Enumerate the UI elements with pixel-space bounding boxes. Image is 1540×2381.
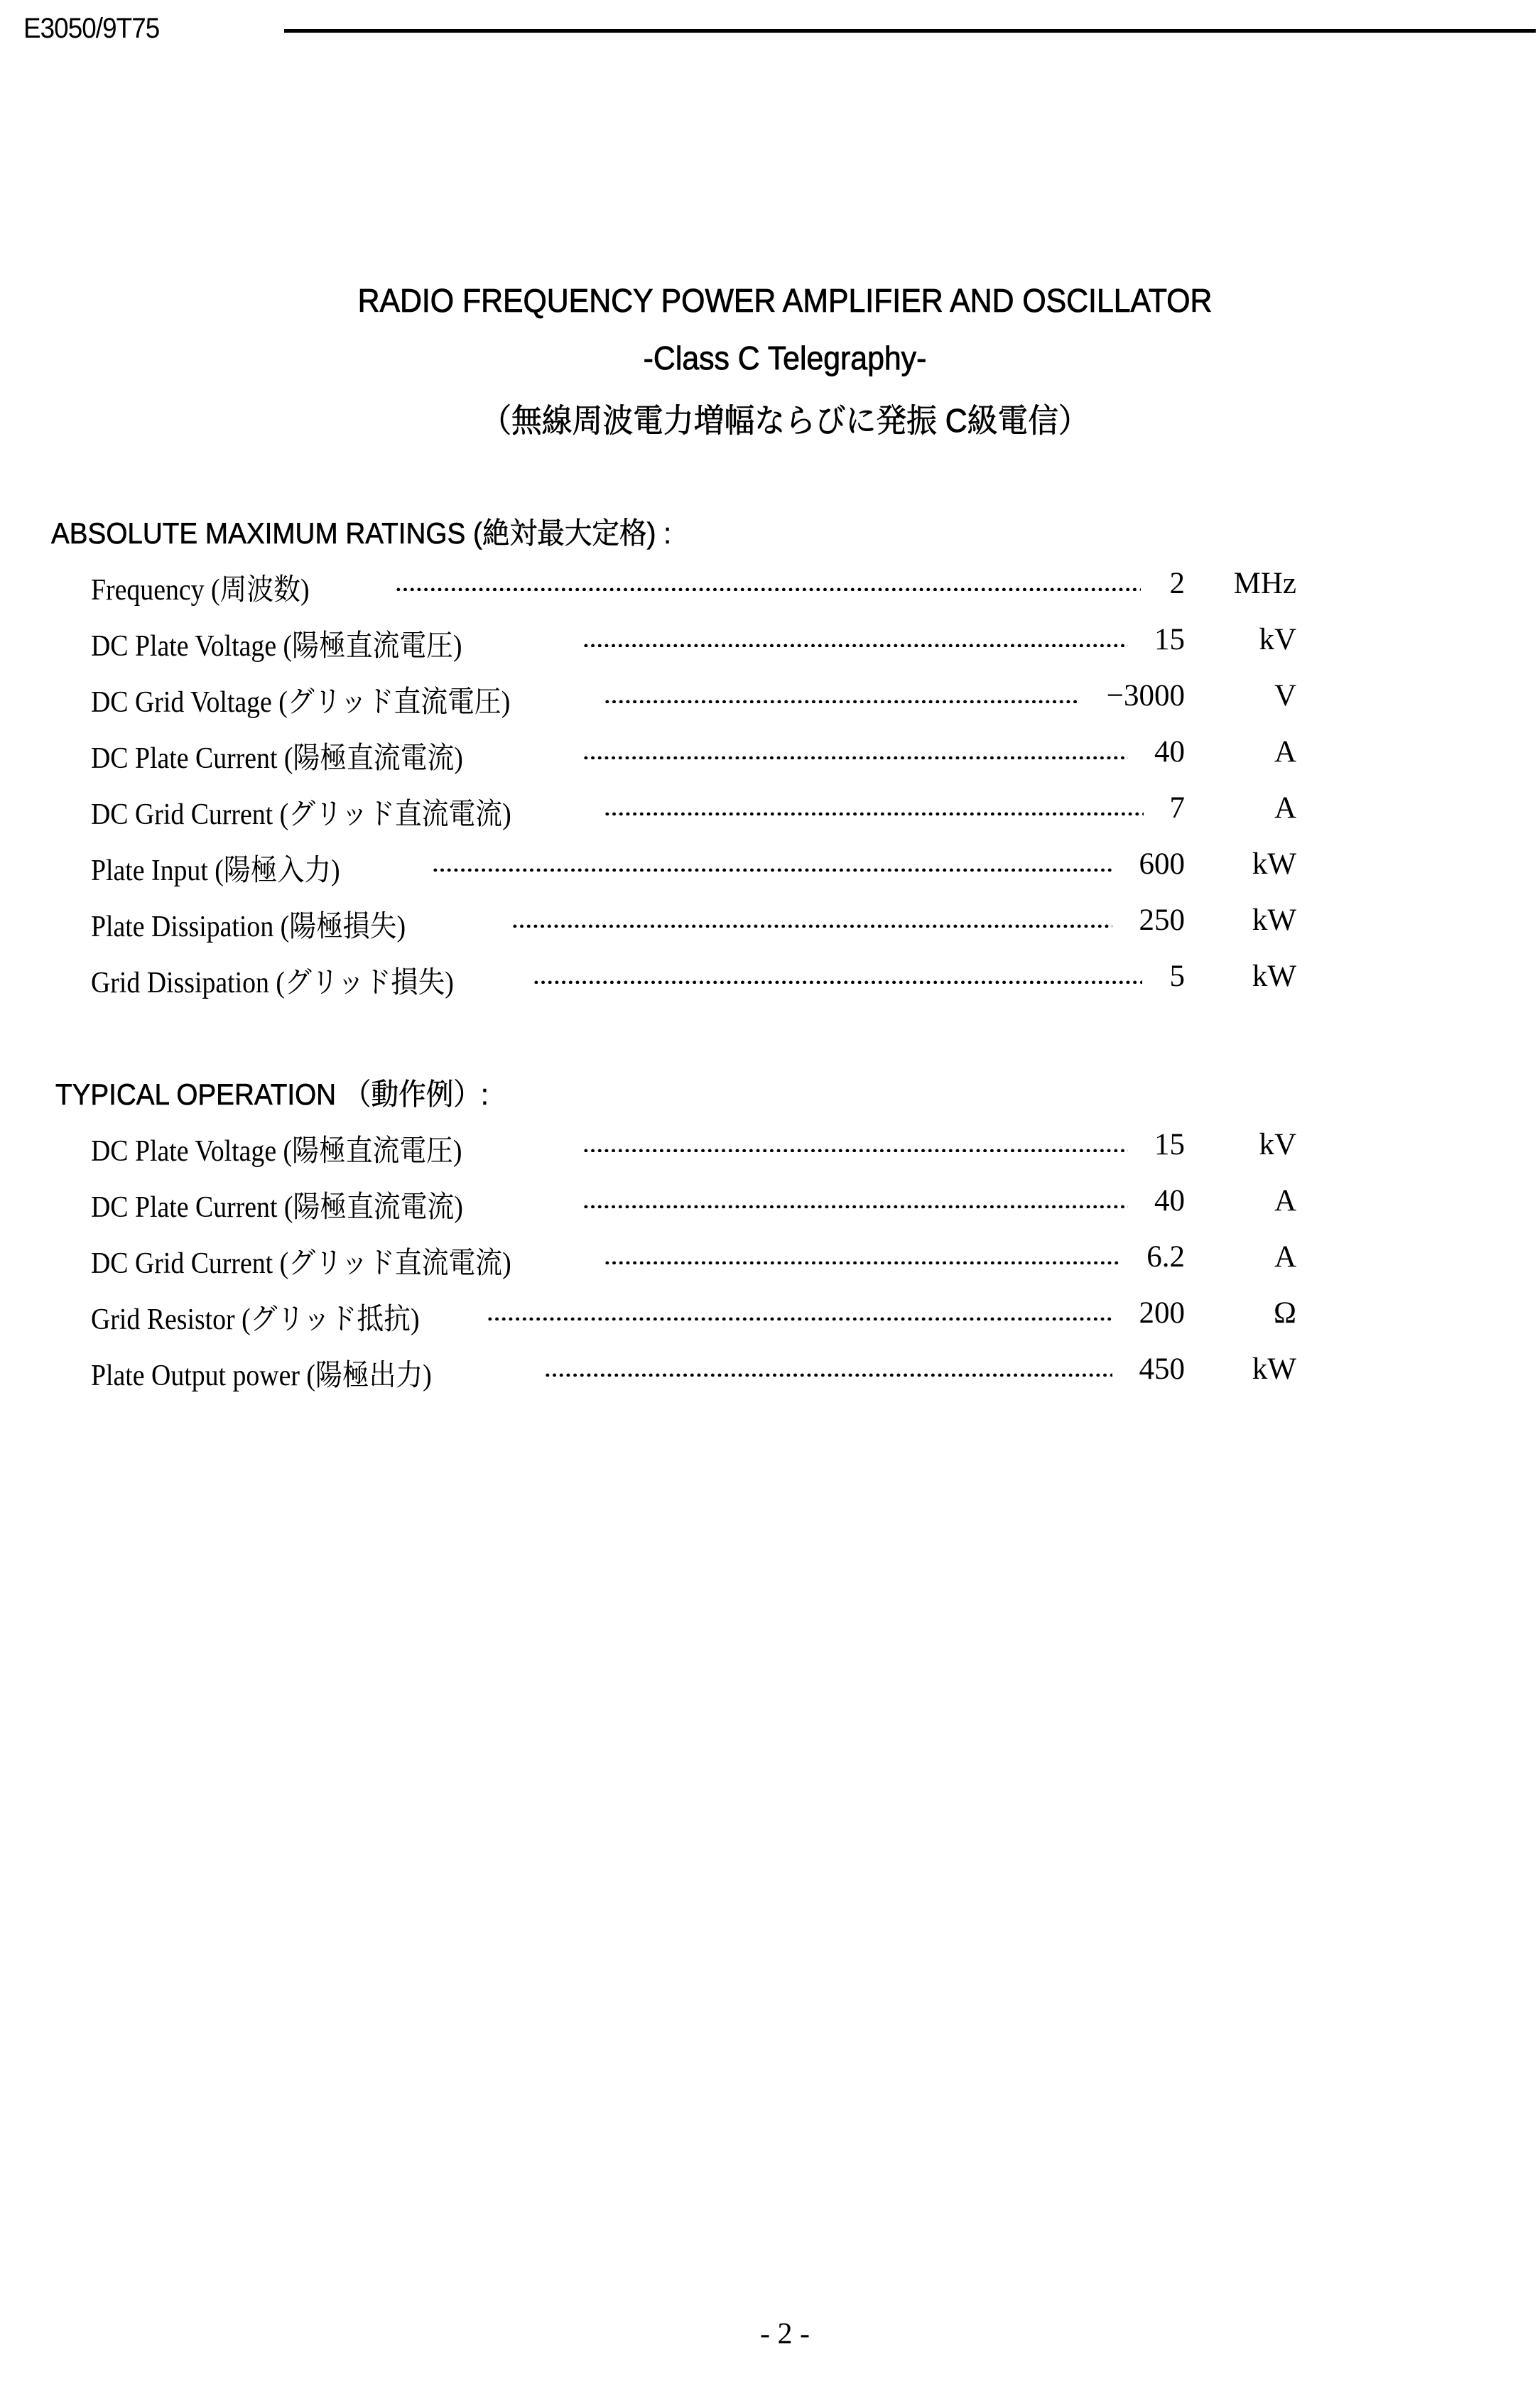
dot-leader xyxy=(544,1373,1112,1377)
row-value: 7 xyxy=(1169,791,1185,825)
row-value: 40 xyxy=(1154,1184,1185,1217)
table-row xyxy=(0,1296,1540,1338)
row-label: DC Plate Current (陽極直流電流) xyxy=(91,742,463,775)
dot-leader xyxy=(582,756,1128,759)
row-unit: A xyxy=(1274,791,1296,825)
section-heading-absolute-max: ABSOLUTE MAXIMUM RATINGS (絶対最大定格) : xyxy=(51,516,672,550)
dot-leader xyxy=(604,700,1078,703)
row-label: DC Plate Voltage (陽極直流電圧) xyxy=(91,630,462,663)
row-label: DC Plate Current (陽極直流電流) xyxy=(91,1191,463,1224)
row-unit: kV xyxy=(1259,623,1296,656)
row-unit: Ω xyxy=(1274,1296,1296,1330)
page-subtitle: -Class C Telegraphy- xyxy=(643,340,927,376)
row-value: 40 xyxy=(1154,735,1185,769)
row-value: 250 xyxy=(1139,904,1185,937)
row-label: DC Plate Voltage (陽極直流電圧) xyxy=(91,1135,462,1168)
table-row xyxy=(0,566,1540,609)
row-unit: MHz xyxy=(1233,567,1296,600)
row-unit: kW xyxy=(1252,960,1296,993)
section-heading-typical-operation: TYPICAL OPERATION （動作例）: xyxy=(55,1078,489,1111)
row-value: 200 xyxy=(1139,1296,1185,1330)
dot-leader xyxy=(582,1149,1128,1152)
row-label: DC Grid Current (グリッド直流電流) xyxy=(91,1247,511,1280)
row-unit: A xyxy=(1274,1184,1296,1217)
table-row xyxy=(0,1183,1540,1226)
row-label: Plate Output power (陽極出力) xyxy=(91,1360,432,1392)
page-number: - 2 - xyxy=(760,2318,810,2350)
row-value: 600 xyxy=(1139,847,1185,881)
dot-leader xyxy=(604,812,1144,815)
dot-leader xyxy=(582,644,1128,647)
row-label: Plate Input (陽極入力) xyxy=(91,855,340,887)
dot-leader xyxy=(395,587,1141,591)
table-row xyxy=(0,903,1540,945)
row-unit: A xyxy=(1274,1240,1296,1274)
page-title: RADIO FREQUENCY POWER AMPLIFIER AND OSCILLATOR xyxy=(357,282,1213,319)
table-row xyxy=(0,847,1540,889)
table-row xyxy=(0,678,1540,721)
dot-leader xyxy=(533,980,1142,984)
row-unit: kW xyxy=(1252,847,1296,881)
row-label: Grid Resistor (グリッド抵抗) xyxy=(91,1303,420,1336)
table-row xyxy=(0,1127,1540,1170)
dot-leader xyxy=(511,924,1112,928)
row-unit: V xyxy=(1274,679,1296,712)
row-label: Grid Dissipation (グリッド損失) xyxy=(91,967,454,999)
table-row xyxy=(0,959,1540,1002)
row-value: 5 xyxy=(1169,960,1185,993)
row-unit: kW xyxy=(1252,904,1296,937)
row-value: 15 xyxy=(1154,1128,1185,1161)
row-value: −3000 xyxy=(1106,679,1185,712)
row-unit: kV xyxy=(1259,1128,1296,1161)
page-title-japanese: （無線周波電力増幅ならびに発振 C級電信） xyxy=(481,402,1089,439)
row-label: DC Grid Voltage (グリッド直流電圧) xyxy=(91,686,511,719)
table-row xyxy=(0,1240,1540,1282)
row-value: 15 xyxy=(1154,623,1185,656)
row-label: DC Grid Current (グリッド直流電流) xyxy=(91,798,511,831)
row-value: 2 xyxy=(1169,567,1185,600)
dot-leader xyxy=(582,1205,1128,1208)
row-value: 450 xyxy=(1139,1352,1185,1386)
document-id: E3050/9T75 xyxy=(23,13,160,44)
row-unit: kW xyxy=(1252,1352,1296,1386)
row-label: Frequency (周波数) xyxy=(91,574,310,607)
dot-leader xyxy=(604,1261,1121,1264)
table-row xyxy=(0,1352,1540,1394)
header-rule xyxy=(284,29,1536,33)
row-unit: A xyxy=(1274,735,1296,769)
table-row xyxy=(0,622,1540,665)
row-label: Plate Dissipation (陽極損失) xyxy=(91,911,406,943)
dot-leader xyxy=(487,1317,1112,1320)
table-row xyxy=(0,791,1540,833)
table-row xyxy=(0,734,1540,777)
row-value: 6.2 xyxy=(1146,1240,1185,1274)
dot-leader xyxy=(432,868,1112,872)
